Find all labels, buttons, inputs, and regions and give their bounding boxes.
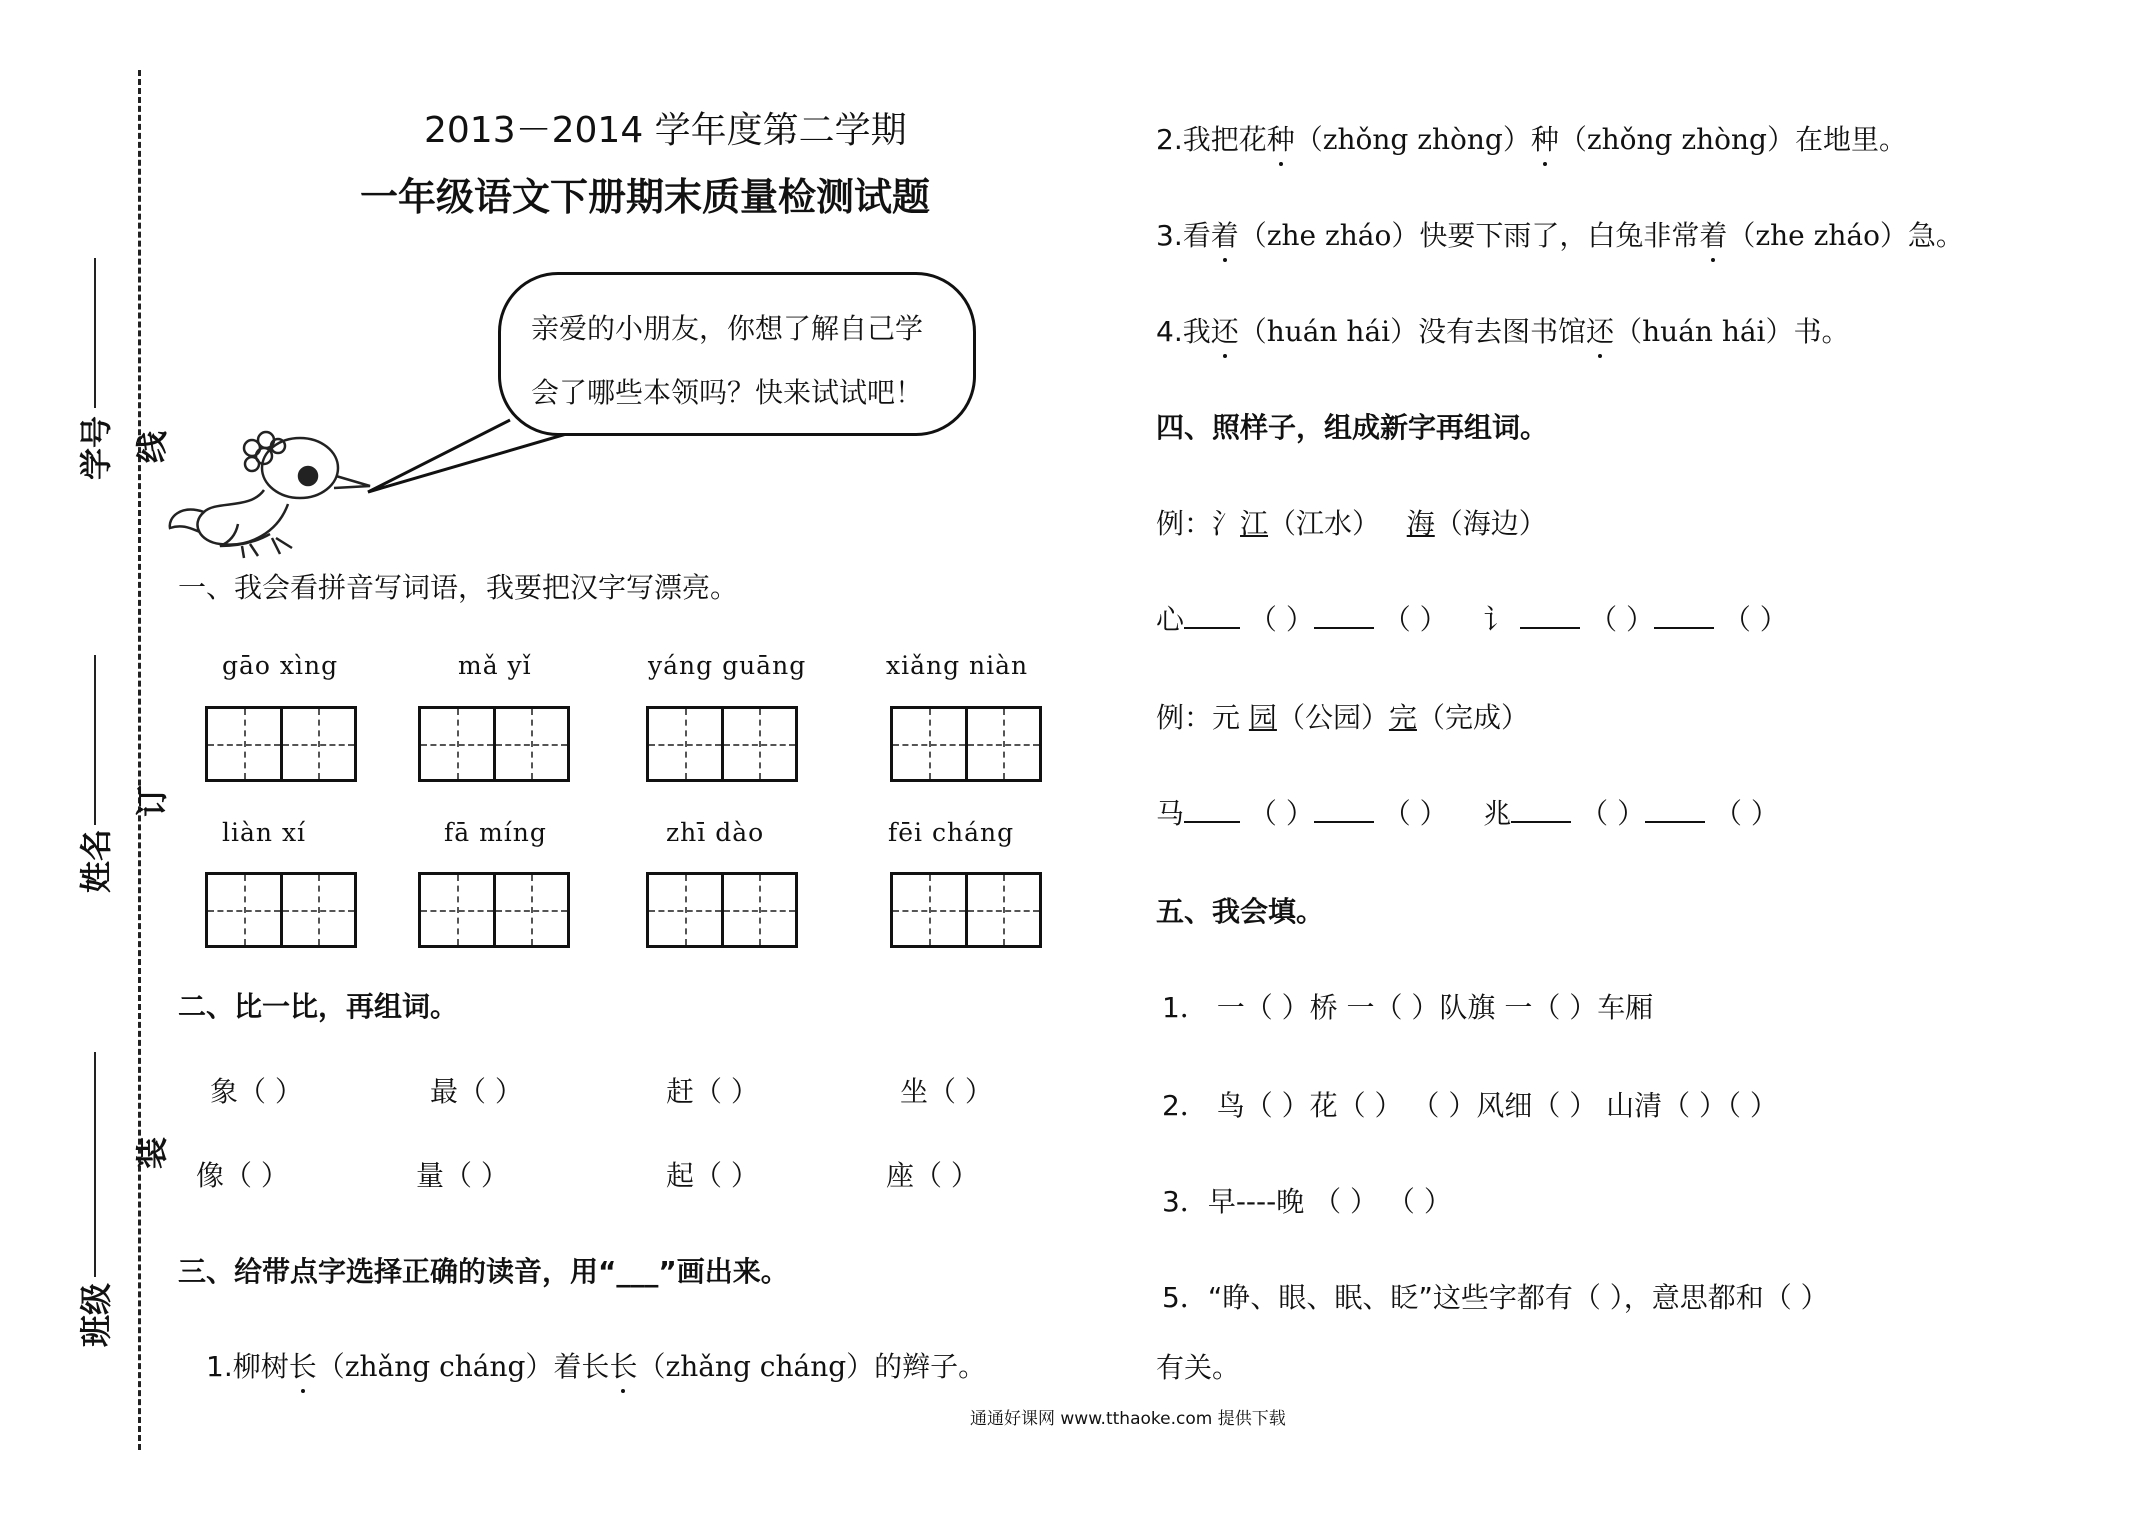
section3-q1: 1.柳树长（zhǎng cháng）着长长（zhǎng cháng）的辫子。 bbox=[206, 1345, 986, 1385]
compare-item: 坐（ ） bbox=[900, 1075, 993, 1108]
pinyin-5: liàn xí bbox=[222, 818, 307, 847]
writing-grid[interactable] bbox=[418, 706, 570, 782]
compare-item: 像（ ） bbox=[196, 1159, 289, 1192]
label-xian: 线 bbox=[133, 430, 172, 464]
section1-heading: 一、我会看拼音写词语，我要把汉字写漂亮。 bbox=[178, 571, 739, 604]
pinyin-2: mǎ yǐ bbox=[458, 651, 532, 680]
pinyin-3: yáng guāng bbox=[648, 651, 807, 680]
label-banji: 班级 bbox=[77, 1282, 116, 1348]
pinyin-1: gāo xìng bbox=[222, 651, 339, 680]
section4-row1: 心 （ ） （ ） 讠 （ ） （ ） bbox=[1156, 603, 1788, 636]
label-zhuang: 装 bbox=[133, 1136, 172, 1170]
pinyin-7: zhī dào bbox=[666, 818, 765, 847]
compare-item: 起（ ） bbox=[666, 1159, 759, 1192]
section5-q1: 1． 一（ ）桥 一（ ）队旗 一（ ）车厢 bbox=[1162, 991, 1654, 1024]
title-line1: 2013－2014 学年度第二学期 bbox=[424, 110, 907, 151]
section2-heading: 二、比一比，再组词。 bbox=[178, 990, 459, 1023]
section5-heading: 五、我会填。 bbox=[1156, 895, 1325, 928]
section4-heading: 四、照样子，组成新字再组词。 bbox=[1156, 411, 1549, 444]
writing-grid[interactable] bbox=[646, 706, 798, 782]
pinyin-4: xiǎng niàn bbox=[886, 651, 1029, 680]
pinyin-6: fā míng bbox=[444, 818, 547, 847]
section4-row2: 马 （ ） （ ） 兆 （ ） （ ） bbox=[1156, 797, 1779, 830]
writing-grid[interactable] bbox=[890, 706, 1042, 782]
compare-item: 赶（ ） bbox=[666, 1075, 759, 1108]
bubble-text-1: 亲爱的小朋友，你想了解自己学 bbox=[531, 312, 924, 345]
section4-example2: 例：元 园（公园）完（完成） bbox=[1156, 701, 1529, 734]
label-ding: 订 bbox=[133, 784, 172, 818]
section5-q2: 2． 鸟（ ）花（ ） （ ）风细（ ） 山清（ ）（ ） bbox=[1162, 1089, 1778, 1122]
section4-example1: 例：氵江（江水） 海（海边） bbox=[1156, 507, 1547, 540]
writing-grid[interactable] bbox=[646, 872, 798, 948]
section5-q3: 3．早----晚 （ ） （ ） bbox=[1162, 1185, 1452, 1218]
compare-item: 最（ ） bbox=[430, 1075, 523, 1108]
section3-q2: 2.我把花种（zhǒng zhòng）种（zhǒng zhòng）在地里。 bbox=[1156, 118, 1907, 158]
footer-source: 通通好课网 www.tthaoke.com 提供下载 bbox=[970, 1409, 1286, 1429]
compare-item: 座（ ） bbox=[886, 1159, 979, 1192]
section5-q5: 5．“睁、眼、眠、眨”这些字都有（ ），意思都和（ ） bbox=[1162, 1281, 1829, 1314]
label-xuehao: 学号 bbox=[77, 415, 116, 481]
compare-item: 象（ ） bbox=[210, 1075, 303, 1108]
speech-bubble bbox=[498, 272, 976, 436]
section3-heading: 三、给带点字选择正确的读音，用“___”画出来。 bbox=[178, 1255, 789, 1288]
section3-q3: 3.看着（zhe zháo）快要下雨了，白兔非常着（zhe zháo）急。 bbox=[1156, 214, 1964, 254]
compare-item: 量（ ） bbox=[416, 1159, 509, 1192]
blank-xuehao bbox=[94, 258, 96, 408]
title-line2: 一年级语文下册期末质量检测试题 bbox=[360, 175, 931, 219]
writing-grid[interactable] bbox=[890, 872, 1042, 948]
writing-grid[interactable] bbox=[418, 872, 570, 948]
section3-q4: 4.我还（huán hái）没有去图书馆还（huán hái）书。 bbox=[1156, 310, 1850, 350]
binding-dashed-line bbox=[138, 70, 141, 1450]
blank-banji bbox=[94, 1052, 96, 1277]
label-xingming: 姓名 bbox=[77, 828, 116, 894]
writing-grid[interactable] bbox=[205, 872, 357, 948]
section5-q5-end: 有关。 bbox=[1156, 1351, 1241, 1384]
writing-grid[interactable] bbox=[205, 706, 357, 782]
cartoon-bird-icon bbox=[160, 420, 380, 560]
blank-xingming bbox=[94, 655, 96, 825]
bubble-text-2: 会了哪些本领吗？快来试试吧！ bbox=[531, 376, 924, 409]
pinyin-8: fēi cháng bbox=[888, 818, 1015, 847]
